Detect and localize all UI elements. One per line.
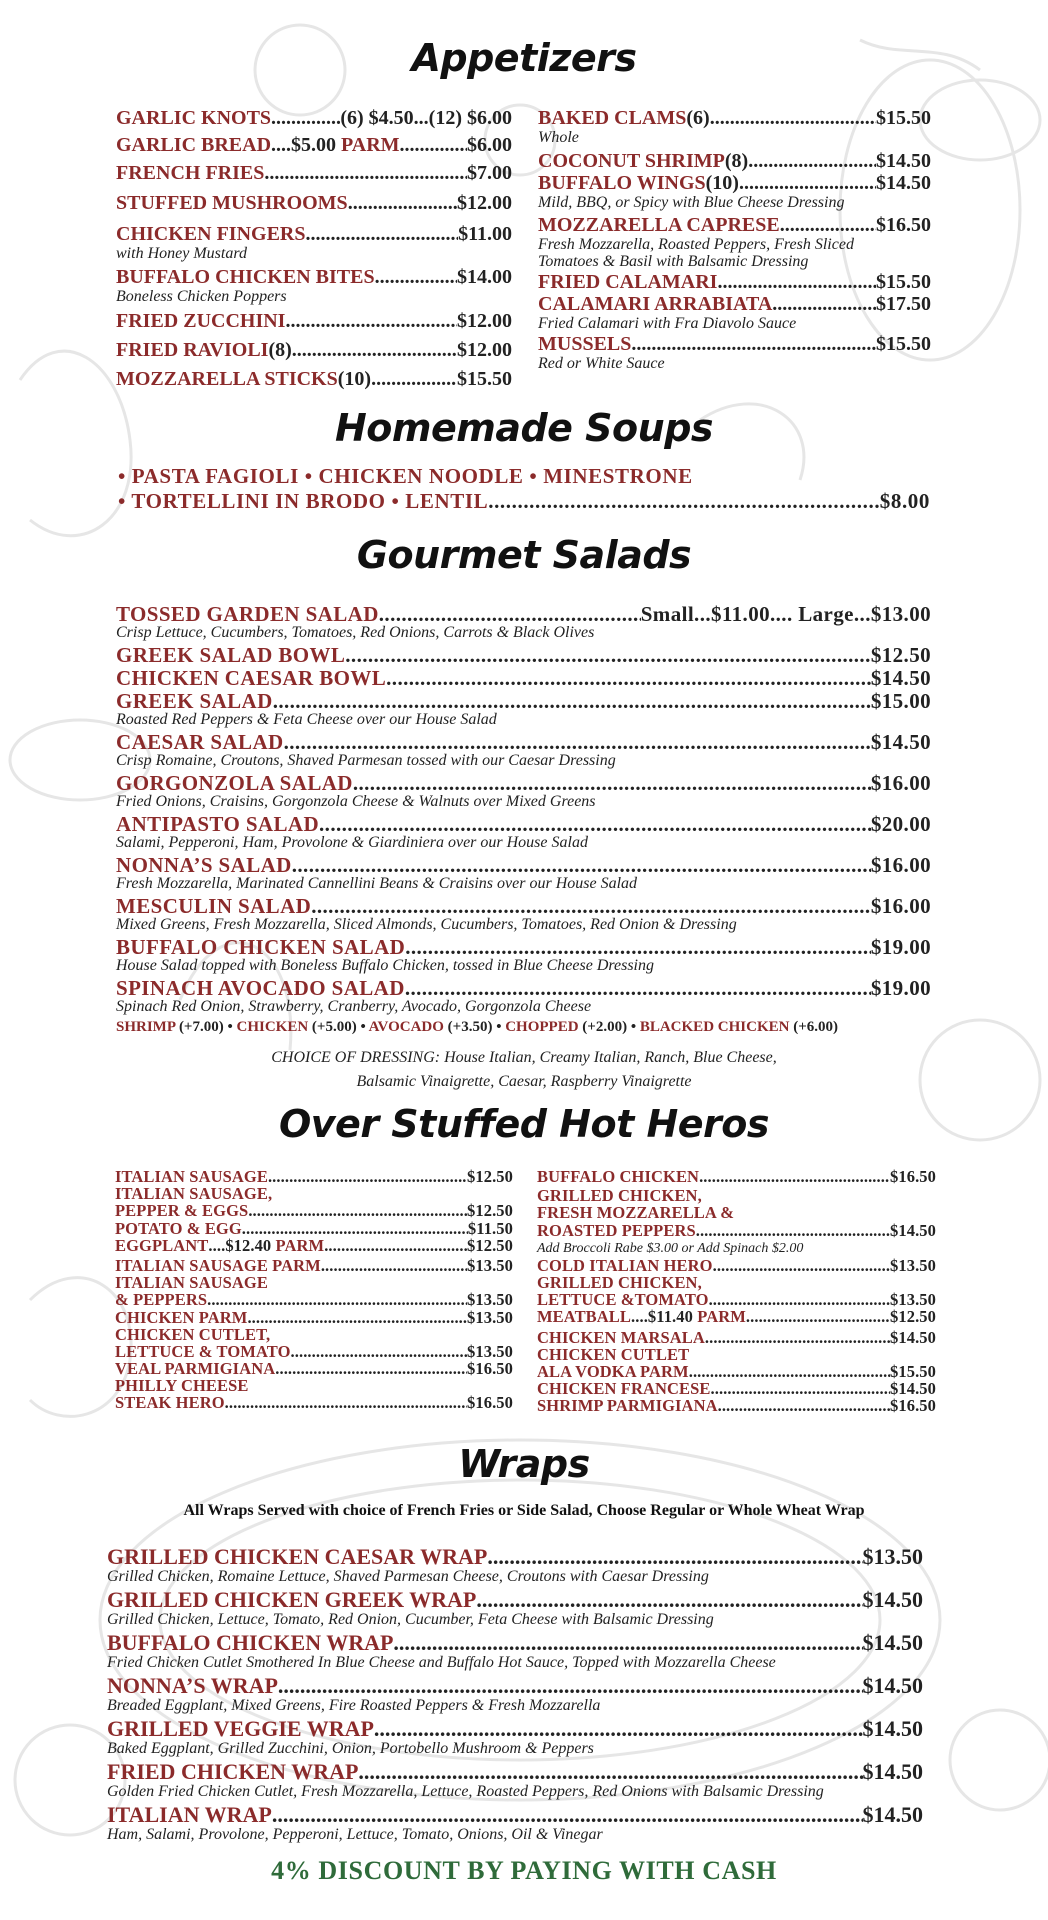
menu-item: CHICKEN CAESAR BOWL ..... $14.50 xyxy=(116,668,931,689)
item-description: Fresh Mozzarella, Marinated Cannellini Beans & Craisins over our House Salad xyxy=(116,875,638,892)
menu-item: STEAK HERO ..... $16.50 xyxy=(115,1395,513,1412)
menu-item: FRENCH FRIES ..... $7.00 xyxy=(116,163,512,185)
menu-item: CHICKEN MARSALA ..... $14.50 xyxy=(537,1330,936,1347)
menu-item: MUSSELS ..... $15.50 xyxy=(538,334,931,356)
item-description: Mild, BBQ, or Spicy with Blue Cheese Dressing xyxy=(538,194,845,211)
menu-item: GRILLED CHICKEN GREEK WRAP ..... $14.50 xyxy=(107,1589,923,1612)
dressing-line: Balsamic Vinaigrette, Caesar, Raspberry Vinaigrette xyxy=(356,1073,692,1090)
item-description: Tomatoes & Basil with Balsamic Dressing xyxy=(538,253,809,270)
item-description: Add Broccoli Rabe $3.00 or Add Spinach $2.00 xyxy=(537,1240,804,1256)
item-description: Boneless Chicken Poppers xyxy=(116,288,287,305)
menu-item: MESCULIN SALAD ..... $16.00 xyxy=(116,896,931,917)
menu-item-label: ITALIAN SAUSAGE xyxy=(115,1273,268,1293)
menu-item: GREEK SALAD BOWL ..... $12.50 xyxy=(116,645,931,666)
menu-item: BUFFALO CHICKEN SALAD ..... $19.00 xyxy=(116,937,931,958)
menu-item: GRILLED VEGGIE WRAP ..... $14.50 xyxy=(107,1718,923,1741)
item-description: Mixed Greens, Fresh Mozzarella, Sliced Almonds, Cucumbers, Tomatoes, Red Onion & Dressing xyxy=(116,916,737,933)
dressing-choices xyxy=(0,1046,1048,1094)
cash-discount-banner: 4% DISCOUNT BY PAYING WITH CASH xyxy=(271,1856,777,1885)
menu-item: EGGPLANT .... $12.40 PARM ..... $12.50 xyxy=(115,1238,513,1255)
menu-item: CALAMARI ARRABIATA ..... $17.50 xyxy=(538,294,931,316)
item-description: Baked Eggplant, Grilled Zucchini, Onion, Portobello Mushroom & Peppers xyxy=(107,1740,594,1757)
menu-item-label: GRILLED CHICKEN, xyxy=(537,1186,702,1206)
menu-item: BUFFALO CHICKEN BITES ..... $14.00 xyxy=(116,267,512,289)
menu-item: CHICKEN FINGERS ..... $11.00 xyxy=(116,224,512,246)
item-description: Red or White Sauce xyxy=(538,355,665,372)
item-description: Grilled Chicken, Lettuce, Tomato, Red Onion, Cucumber, Feta Cheese with Balsamic Dressing xyxy=(107,1611,714,1628)
menu-item: GARLIC BREAD .... $5.00 PARM ..... $6.00 xyxy=(116,135,512,157)
heros-title: Over Stuffed Hot Heros xyxy=(278,1102,769,1146)
menu-item: ITALIAN SAUSAGE ..... $12.50 xyxy=(115,1169,513,1186)
menu-item: GREEK SALAD ..... $15.00 xyxy=(116,691,931,712)
menu-item: BAKED CLAMS (6) ..... $15.50 xyxy=(538,108,931,130)
menu-item: STUFFED MUSHROOMS ..... $12.00 xyxy=(116,193,512,215)
menu-item: FRIED CALAMARI ..... $15.50 xyxy=(538,272,931,294)
wraps-list xyxy=(107,1546,923,1847)
item-description: with Honey Mustard xyxy=(116,245,247,262)
menu-item: FRIED CHICKEN WRAP ..... $14.50 xyxy=(107,1761,923,1784)
wraps-subtitle: All Wraps Served with choice of French Fries or Side Salad, Choose Regular or Whole Wheat Wrap xyxy=(183,1502,865,1519)
menu-item: NONNA’S WRAP ..... $14.50 xyxy=(107,1675,923,1698)
soups-line: • PASTA FAGIOLI • CHICKEN NOODLE • MINESTRONE xyxy=(118,464,693,488)
menu-item-label: PHILLY CHEESE xyxy=(115,1376,249,1396)
item-description: Ham, Salami, Provolone, Pepperoni, Lettuce, Tomato, Onions, Oil & Vinegar xyxy=(107,1826,603,1843)
wraps-title: Wraps xyxy=(458,1442,590,1486)
appetizers-right-column xyxy=(538,108,931,373)
menu-item: SHRIMP PARMIGIANA ..... $16.50 xyxy=(537,1398,936,1415)
menu-item: LETTUCE &TOMATO ..... $13.50 xyxy=(537,1292,936,1309)
menu-item: COCONUT SHRIMP (8) ..... $14.50 xyxy=(538,151,931,173)
item-description: Salami, Pepperoni, Ham, Provolone & Giardiniera over our House Salad xyxy=(116,834,588,851)
item-description: Fried Onions, Craisins, Gorgonzola Cheese & Walnuts over Mixed Greens xyxy=(116,793,596,810)
menu-item: MOZZARELLA STICKS (10) ..... $15.50 xyxy=(116,369,512,391)
soups-line: • TORTELLINI IN BRODO • LENTIL ..... $8.00 xyxy=(118,491,930,516)
menu-item-label: FRESH MOZZARELLA & xyxy=(537,1203,735,1223)
menu-item: CAESAR SALAD ..... $14.50 xyxy=(116,732,931,753)
salads-list xyxy=(116,604,931,1036)
menu-item: FRIED ZUCCHINI ..... $12.00 xyxy=(116,311,512,333)
item-description: Grilled Chicken, Romaine Lettuce, Shaved Parmesan Cheese, Croutons with Caesar Dressing xyxy=(107,1568,709,1585)
item-description: Breaded Eggplant, Mixed Greens, Fire Roasted Peppers & Fresh Mozzarella xyxy=(107,1697,601,1714)
item-description: Whole xyxy=(538,129,579,146)
menu-item: NONNA’S SALAD ..... $16.00 xyxy=(116,855,931,876)
menu-item: FRIED RAVIOLI (8) ..... $12.00 xyxy=(116,340,512,362)
item-description: Fresh Mozzarella, Roasted Peppers, Fresh Sliced xyxy=(538,236,854,253)
menu-item: ITALIAN SAUSAGE PARM ..... $13.50 xyxy=(115,1258,513,1275)
menu-item: POTATO & EGG ..... $11.50 xyxy=(115,1221,513,1238)
heros-right-column xyxy=(537,1169,936,1415)
menu-item: ITALIAN WRAP ..... $14.50 xyxy=(107,1804,923,1827)
item-description: Fried Calamari with Fra Diavolo Sauce xyxy=(538,315,797,332)
salad-addons: SHRIMP (+7.00) • CHICKEN (+5.00) • AVOCADO (+3.50) • CHOPPED (+2.00) • BLACKED CHICKEN (+6.00) xyxy=(116,1019,838,1035)
heros-left-column xyxy=(115,1169,513,1413)
menu-item: COLD ITALIAN HERO ..... $13.50 xyxy=(537,1258,936,1275)
menu-item: PEPPER & EGGS ..... $12.50 xyxy=(115,1203,513,1220)
menu-item: MEATBALL .... $11.40 PARM ..... $12.50 xyxy=(537,1309,936,1326)
menu-item: GORGONZOLA SALAD ..... $16.00 xyxy=(116,773,931,794)
appetizers-title: Appetizers xyxy=(411,36,637,80)
menu-item: BUFFALO CHICKEN WRAP ..... $14.50 xyxy=(107,1632,923,1655)
menu-item: ROASTED PEPPERS ..... $14.50 xyxy=(537,1223,936,1240)
item-description: Golden Fried Chicken Cutlet, Fresh Mozzarella, Lettuce, Roasted Peppers, Red Onions with Balsamic Dressing xyxy=(107,1783,824,1800)
soups-list xyxy=(118,466,930,516)
dressing-line: CHOICE OF DRESSING: House Italian, Creamy Italian, Ranch, Blue Cheese, xyxy=(271,1049,777,1066)
menu-item: LETTUCE & TOMATO ..... $13.50 xyxy=(115,1344,513,1361)
menu-item: TOSSED GARDEN SALAD ..... Small...$11.00.... Large...$13.00 xyxy=(116,604,931,625)
appetizers-left-column xyxy=(116,108,512,391)
item-description: Fried Chicken Cutlet Smothered In Blue Cheese and Buffalo Hot Sauce, Topped with Mozzarella Cheese xyxy=(107,1654,776,1671)
soups-title: Homemade Soups xyxy=(334,406,714,450)
item-description: Crisp Romaine, Croutons, Shaved Parmesan tossed with our Caesar Dressing xyxy=(116,752,616,769)
item-description: Crisp Lettuce, Cucumbers, Tomatoes, Red Onions, Carrots & Black Olives xyxy=(116,624,595,641)
menu-item: BUFFALO WINGS (10) ..... $14.50 xyxy=(538,173,931,195)
menu-item-label: GRILLED CHICKEN, xyxy=(537,1272,702,1292)
menu-item: ANTIPASTO SALAD ..... $20.00 xyxy=(116,814,931,835)
menu-item: VEAL PARMIGIANA ..... $16.50 xyxy=(115,1361,513,1378)
salads-title: Gourmet Salads xyxy=(356,533,692,577)
item-description: Spinach Red Onion, Strawberry, Cranberry, Avocado, Gorgonzola Cheese xyxy=(116,998,592,1015)
menu-item: CHICKEN FRANCESE ..... $14.50 xyxy=(537,1381,936,1398)
menu-item: & PEPPERS ..... $13.50 xyxy=(115,1292,513,1309)
menu-item: ALA VODKA PARM ..... $15.50 xyxy=(537,1364,936,1381)
menu-item: GRILLED CHICKEN CAESAR WRAP ..... $13.50 xyxy=(107,1546,923,1569)
menu-item: SPINACH AVOCADO SALAD ..... $19.00 xyxy=(116,978,931,999)
menu-item-label: CHICKEN CUTLET, xyxy=(115,1324,271,1344)
menu-item: GARLIC KNOTS ..... (6) $4.50...(12) $6.00 xyxy=(116,108,512,130)
menu-item-label: ITALIAN SAUSAGE, xyxy=(115,1184,273,1204)
menu-item-label: CHICKEN CUTLET xyxy=(537,1344,690,1364)
item-description: Roasted Red Peppers & Feta Cheese over our House Salad xyxy=(116,711,497,728)
menu-item: MOZZARELLA CAPRESE ..... $16.50 xyxy=(538,215,931,237)
item-description: House Salad topped with Boneless Buffalo Chicken, tossed in Blue Cheese Dressing xyxy=(116,957,654,974)
menu-item: BUFFALO CHICKEN ..... $16.50 xyxy=(537,1169,936,1186)
menu-item: CHICKEN PARM ..... $13.50 xyxy=(115,1310,513,1327)
